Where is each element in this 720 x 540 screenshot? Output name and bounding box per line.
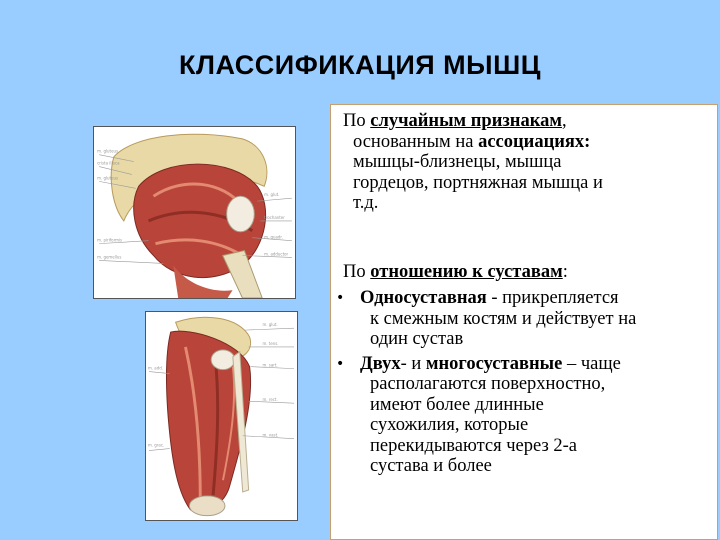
item-line: имеют более длинные — [370, 394, 544, 415]
item-line: сухожилия, которые — [370, 415, 529, 435]
bullet-icon: • — [336, 290, 345, 306]
term-text: Двух — [360, 353, 401, 374]
bullet-icon: • — [336, 355, 345, 372]
list-item-multi-joint — [330, 354, 718, 477]
svg-text:m. piriformis: m. piriformis — [97, 237, 123, 243]
heading-underlined: отношению к суставам — [370, 262, 563, 282]
thigh-muscles-illustration — [145, 311, 298, 521]
svg-text:m. quadr.: m. quadr. — [264, 234, 283, 240]
item-line: перекидываются через 2-а — [370, 435, 577, 456]
emphasis-text: ассоциациях: — [478, 131, 591, 152]
line-text: основанным на — [353, 131, 479, 152]
section-random-line: мышцы-близнецы, мышца — [353, 152, 562, 172]
section-random-heading — [343, 111, 715, 132]
heading-suffix: , — [561, 111, 567, 131]
item-text: – чаще — [562, 353, 621, 374]
svg-text:m. gluteus: m. gluteus — [97, 175, 119, 181]
gluteal-muscles-illustration — [93, 126, 296, 299]
gluteal-muscles-icon — [94, 127, 295, 298]
section-random-line: гордецов, портняжная мышца и — [353, 172, 603, 193]
item-text: - и — [400, 353, 426, 374]
term-text: многосуставные — [425, 353, 563, 374]
svg-text:m. tens.: m. tens. — [262, 340, 279, 346]
svg-text:m. rect.: m. rect. — [262, 397, 278, 403]
svg-text:m. glut.: m. glut. — [264, 192, 280, 198]
thigh-muscles-icon — [146, 312, 297, 520]
svg-text:m. sart.: m. sart. — [262, 362, 278, 368]
svg-text:m. vast.: m. vast. — [262, 432, 279, 438]
svg-text:trochanter: trochanter — [264, 214, 285, 220]
section-random-features — [343, 111, 715, 214]
svg-text:m. gemellus: m. gemellus — [97, 254, 122, 260]
item-text: - прикрепляется — [486, 288, 619, 308]
heading-underlined: случайным признакам — [370, 111, 562, 131]
item-first-line — [360, 288, 718, 309]
item-first-line — [360, 354, 718, 375]
svg-text:m. adductor: m. adductor — [264, 251, 289, 257]
item-line: к смежным костям и действует на — [370, 308, 637, 329]
heading-prefix: По — [343, 111, 371, 131]
section-joints — [343, 262, 718, 283]
section-joints-heading — [343, 262, 718, 283]
svg-text:m. glut.: m. glut. — [262, 322, 278, 328]
heading-prefix: По — [343, 262, 371, 282]
svg-text:m. gluteus: m. gluteus — [97, 148, 119, 154]
svg-text:m. add.: m. add. — [147, 365, 163, 371]
svg-text:crista iliaca: crista iliaca — [97, 160, 120, 166]
slide-title: КЛАССИФИКАЦИЯ МЫШЦ — [179, 50, 541, 80]
bullet-list — [330, 288, 718, 477]
list-item-single-joint — [330, 288, 718, 350]
item-line: один сустав — [370, 329, 464, 349]
heading-suffix: : — [562, 262, 568, 282]
item-line: располагаются поверхностно, — [370, 374, 606, 394]
section-random-line — [343, 132, 715, 153]
item-line: сустава и более — [370, 456, 492, 476]
section-random-line: т.д. — [353, 193, 379, 213]
term-text: Односуставная — [360, 288, 487, 308]
svg-text:m. grac.: m. grac. — [147, 442, 165, 448]
